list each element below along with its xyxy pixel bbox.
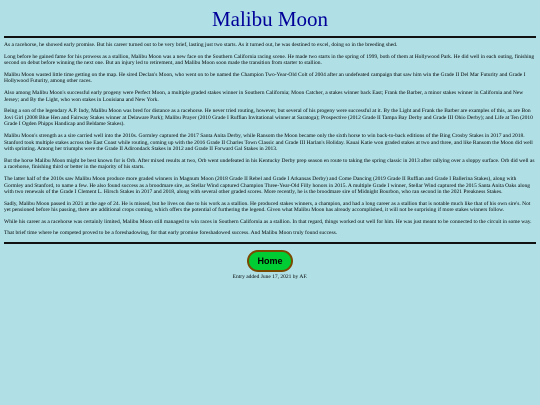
paragraph: Being a son of the legendary A.P. Indy, Malibu Moon was bred for distance as a racehorse. He never tried routing, however, but several of his progeny were successful at it. By the Light and Frank the Barber are examples of this, as are Bon Jovi Girl (2008 Blue Hen and Fairway Stakes winner at Delaware Park); Malibu Prayer (2010 Grade I Ruffian Invitational winner at Saratoga); Prospective (2012 Grade II Tampa Bay Derby and Grade III Ohio Derby); and Life at Ten (2010 Grade I Ogden Phipps Handicap and Beldame Stakes). [4,108,533,128]
paragraph: That brief time where he competed proved to be a foreshadowing, for that early promise foreshadowed success. And Malibu Moon truly found success. [4,230,338,237]
paragraph: Malibu Moon's strength as a sire carried well into the 2010s. Gormley captured the 2017 Santa Anita Derby, while Ransom the Moon became only the sixth horse to win back-to-back editions of the Bing Crosby Stakes in 2017 and 2018. Stanford took multiple stakes across the East Coast while routing, coming up with the 2016 Grade II Charles Town Classic and Grade III Harlan's Holiday. Kauai Katie won graded stakes at two and three, and like Ransom the Moon did well with sprinting. Among her triumphs were the Grade II Adirondack Stakes in 2012 and Grade II Forward Gal Stakes in 2013. [4,132,533,153]
paragraph: Sadly, Malibu Moon passed in 2021 at the age of 24. He is missed, but he lives on due to his work as a stallion. He produced stakes winners, a champion, and had a long career as a stallion that is notable much like that of his own sire's. Not yet pensioned before his passing, there are additional crops coming, which offers the potential of furthering the legend. Given what Malibu Moon has already accomplished, it will not be surprising if more stakes winners follow. [4,200,531,214]
bottom-divider [4,242,536,244]
paragraph: The latter half of the 2010s saw Malibu Moon produce more graded winners in Magnum Moon (2018 Grade II Rebel and Grade I Arkansas Derby) and Come Dancing (2019 Grade II Ruffian and Grade I Ballerina Stakes), along with Gormley and Stanford, to name a few. He also found success as a broodmare sire, as Stellar Wind captured Champion Three-Year-Old Filly honors in 2015. A multiple Grade I winner, Stellar Wind captured the 2015 Santa Anita Oaks along with two renewals of the Grade I Clement L. Hirsch Stakes in 2017 and 2018, along with several other graded scores. More recently, he is the broodmare sire of Midnight Bourbon, who ran second in the 2021 Preakness Stakes. [4,175,531,196]
article-body [4,42,536,237]
home-button-wrapper [4,250,536,272]
top-divider [4,36,536,38]
entry-date: Entry added June 17, 2021 by AF. [232,274,308,281]
page-title: Malibu Moon [211,7,329,31]
paragraph: While his career as a racehorse was certainly limited, Malibu Moon still managed to win races in Southern California as a stallion. In that regard, things worked out well for him. He was just meant to be connected to the circuit in some way. [4,218,532,225]
home-button[interactable]: Home [247,250,293,272]
paragraph: Malibu Moon wasted little time getting on the map. He sired Declan's Moon, who went on to be named the Champion Two-Year-Old Colt of 2004 after an undefeated campaign that saw him win the Grade II Del Mar Futurity and Grade I Hollywood Futurity, among other races. [4,71,526,85]
paragraph: Also among Malibu Moon's successful early progeny were Perfect Moon, a multiple graded stakes winner in Southern California; Moon Catcher, a stakes winner back East; Frank the Barber, a minor stakes winner in California and New Jersey; and By the Light, who won stakes in Louisiana and New York. [4,89,524,103]
paragraph: Long before he gained fame for his prowess as a stallion, Malibu Moon was a new face on the Southern California racing scene. He made two starts in the spring of 1999, both of them at Hollywood Park. He did well in each outing, finishing second on debut before winning the next one. But an injury led to retirement, and Malibu Moon soon made the transition from starter to stallion. [4,53,535,67]
paragraph: But the horse Malibu Moon might be best known for is Orb. After mixed results at two, Orb went undefeated in his Kentucky Derby prep season en route to taking the spring classic in 2013 after rallying over a sloppy surface. Orb did well as a racehorse, finishing third or better in the majority of his starts. [4,157,535,171]
paragraph: As a racehorse, he showed early promise. But his career turned out to be very brief, lasting just two starts. As it turned out, he was destined to excel, doing so in the breeding shed. [4,42,398,48]
